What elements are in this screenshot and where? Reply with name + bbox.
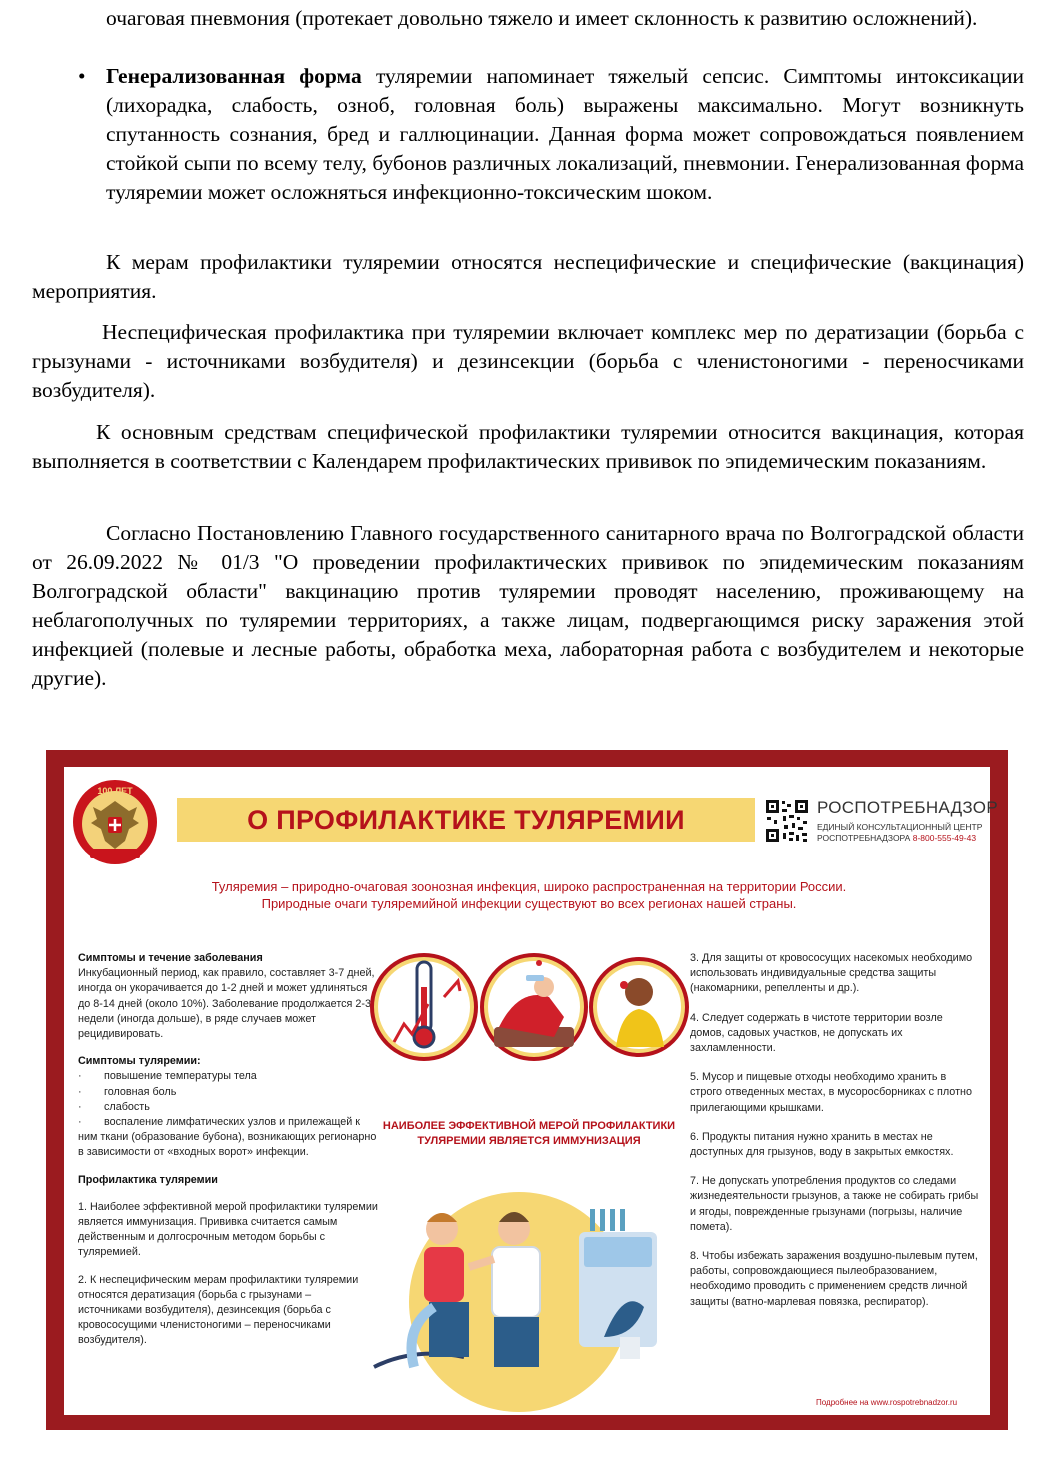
immunization-callout: [374, 1119, 684, 1149]
tularemia-poster: [46, 750, 1008, 1430]
prevention-rule: 8. Чтобы избежать заражения воздушно-пылевым путем, работы, сопровождающиеся пылеобразованием, необходимо проводить с применением средств личной защиты (ватно-марлевая повязка, респиратор).: [690, 1250, 978, 1308]
bullet-generalized-form: [72, 62, 1024, 207]
bullet-dot: •: [78, 64, 86, 88]
bullet-text: [106, 62, 1024, 207]
coughing-person-icon: [591, 959, 687, 1055]
agency-name: РОСПОТРЕБНАДЗОР: [817, 798, 998, 817]
symptom-item: · слабость: [78, 1100, 150, 1113]
paragraph-measures: [32, 248, 1024, 306]
symptoms-course-title: Симптомы и течение заболевания: [78, 952, 263, 964]
poster-inner: [64, 767, 998, 1415]
paragraph-measures-text: К мерам профилактики туляремии относятся неспецифические и специфические (вакцинация) мероприятия.: [32, 250, 1024, 303]
symptoms-course-text: Инкубационный период, как правило, составляет 3-7 дней, иногда он укорачивается до 1-2 дней и может удлиняться до 8-14 дней (около 10%). Заболевание продолжается 2-3 недели (иногда дольше), в ряде случаев может рецидивировать.: [78, 967, 375, 1041]
paragraph-decree: [32, 519, 1024, 693]
symptoms-title: Симптомы туляремии:: [78, 1055, 201, 1068]
immunization-line-1: НАИБОЛЕЕ ЭФФЕКТИВНОЙ МЕРОЙ ПРОФИЛАКТИКИ: [382, 1120, 676, 1132]
paragraph-specific: [32, 418, 1024, 476]
immunization-line-2: ТУЛЯРЕМИИ ЯВЛЯЕТСЯ ИММУНИЗАЦИЯ: [417, 1135, 641, 1147]
prevention-item-2: 2. К неспецифическим мерам профилактики туляремии относятся дератизация (борьба с грызунами – источниками возбудителя), дезинсекция (борьба с кровососущими членистоногими – переносчиками возбудителя).: [78, 1273, 359, 1347]
agency-subtitle: ЕДИНЫЙ КОНСУЛЬТАЦИОННЫЙ ЦЕНТР: [817, 822, 983, 832]
prevention-rule: 3. Для защиты от кровососущих насекомых необходимо использовать индивидуальные средства защиты (накомарники, репелленты и др.).: [690, 952, 973, 995]
rospotrebnadzor-emblem-icon: [72, 779, 158, 865]
intro-line-2: Природные очаги туляремийной инфекции существуют во всех регионах нашей страны.: [261, 896, 797, 911]
symptom-item: · воспаление лимфатических узлов и прилежащей к ним ткани (образование бубона), возникающих регионарно в зависимости от «входных ворот» инфекции.: [78, 1116, 377, 1159]
intro-line-1: Туляремия – природно-очаговая зоонозная инфекция, широко распространенная на территории России.: [211, 879, 847, 894]
hotline-phone: 8-800-555-49-43: [912, 833, 977, 843]
vaccination-scene-icon: [374, 1192, 657, 1412]
paragraph-specific-text: К основным средствам специфической профилактики туляремии относится вакцинация, которая выполняется в соответствии с Календарем профилактических прививок по эпидемическим показаниям.: [32, 420, 1024, 473]
bullet-body: туляремии напоминает тяжелый сепсис. Симптомы интоксикации (лихорадка, слабость, озноб, головная боль) выражены максимально. Могут возникнуть спутанность сознания, бред и галлюцинации. Данная форма может сопровождаться появлением стойкой сыпи по всему телу, бубонов различных локализаций, пневмонии. Генерализованная форма туляремии может осложняться инфекционно-токсическим шоком.: [106, 64, 1024, 204]
qr-code-icon: [765, 799, 809, 843]
prevention-rule: 7. Не допускать употребления продуктов со следами жизнедеятельности грызунов, а также не собирать грибы и ягоды, поврежденные грызунами (погрызы, наличие помета).: [690, 1175, 979, 1233]
paragraph-nonspecific: [32, 318, 1024, 405]
prevention-item-1: 1. Наиболее эффективной мерой профилактики туляремии является иммунизация. Прививка считается самым действенным и долгосрочным методом борьбы с туляремией.: [78, 1200, 378, 1259]
poster-illustration: [354, 947, 694, 1417]
prevention-rule: 4. Следует содержать в чистоте территории возле домов, садовых участков, не допускать их захламленности.: [690, 1011, 943, 1055]
agency-subtitle-phone: [817, 833, 976, 843]
symptom-item: · головная боль: [78, 1085, 177, 1098]
prevention-title: Профилактика туляремии: [78, 1173, 218, 1186]
right-column: [690, 951, 980, 1324]
prevention-rule: 6. Продукты питания нужно хранить в местах не доступных для грызунов, воду в закрытых емкостях.: [690, 1130, 954, 1159]
footer-link[interactable]: Подробнее на www.rospotrebnadzor.ru: [816, 1398, 958, 1407]
poster-title: О ПРОФИЛАКТИКЕ ТУЛЯРЕМИИ: [247, 805, 685, 835]
sick-person-icon: [482, 955, 586, 1059]
thermometer-icon: [372, 955, 476, 1059]
emblem-text: 100 ЛЕТ: [97, 786, 133, 796]
paragraph-nonspecific-text: Неспецифическая профилактика при туляремии включает комплекс мер по дератизации (борьба с грызунами - источниками возбудителя) и дезинсекции (борьба с членистоногими - переносчиками возбудителя).: [32, 320, 1024, 402]
prevention-rule: 5. Мусор и пищевые отходы необходимо хранить в строго отведенных местах, в мусоросборниках с плотно прилегающими крышками.: [690, 1071, 972, 1114]
continued-paragraph: очаговая пневмония (протекает довольно тяжело и имеет склонность к развитию осложнений).: [106, 6, 978, 30]
symptom-item: · повышение температуры тела: [78, 1070, 257, 1083]
paragraph-decree-text: Согласно Постановлению Главного государственного санитарного врача по Волгоградской области от 26.09.2022 № 01/3 "О проведении профилактических прививок по эпидемическим показаниям Волгоградской области" вакцинацию против туляремии проводят населению, проживающему на неблагополучных по туляремии территориях, а также лицам, подвергающимся риску заражения этой инфекцией (полевые и лесные работы, обработка меха, лабораторная работа с возбудителем и некоторые другие).: [32, 521, 1024, 690]
agency-subtitle-2: РОСПОТРЕБНАДЗОРА: [817, 833, 911, 843]
bullet-bold: Генерализованная форма: [106, 64, 362, 88]
left-column: [78, 951, 378, 1349]
poster-intro: [144, 878, 914, 912]
title-bar: [177, 798, 755, 842]
